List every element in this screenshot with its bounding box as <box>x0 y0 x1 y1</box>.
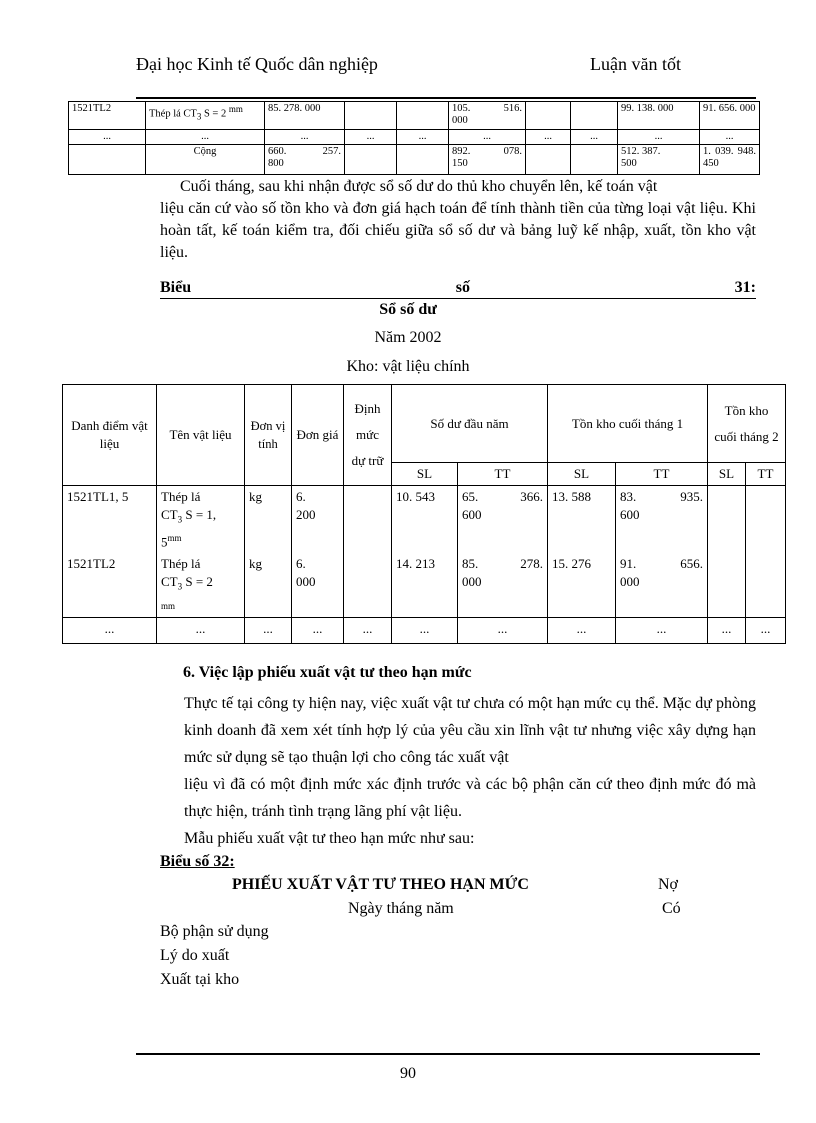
header-ton-kho-1: Tồn kho cuối tháng 1 <box>548 385 708 463</box>
header-rule <box>136 97 756 99</box>
header-so-du: Số dư đầu năm <box>392 385 548 463</box>
section-heading: 6. Việc lập phiếu xuất vật tư theo hạn mức <box>183 664 472 681</box>
paragraph: Cuối tháng, sau khi nhận được sổ số dư do thủ kho chuyển lên, kế toán vật <box>180 178 658 195</box>
cell-code: 1521TL2 <box>69 102 146 130</box>
header-don-gia: Đơn giá <box>292 385 344 486</box>
header-institution: Đại học Kinh tế Quốc dân nghiệp <box>136 54 378 74</box>
form-field-department: Bộ phận sử dụng <box>160 923 269 940</box>
table-row <box>69 102 760 130</box>
cell-material-name: Thép lá CT3 S = 2 mm <box>146 102 265 130</box>
figure-label-31: Biểu số 31: <box>160 278 756 299</box>
form-date: Ngày tháng năm <box>348 900 454 917</box>
cell-value: 91. 656. 000 <box>700 102 760 130</box>
table-row: ... ... ... ... ... ... ... ... ... ... <box>69 130 760 145</box>
header-danh-diem: Danh điểm vật liệu <box>63 385 157 486</box>
header-ten-vat-lieu: Tên vật liệu <box>157 385 245 486</box>
form-field-reason: Lý do xuất <box>160 947 230 964</box>
form-credit: Có <box>662 900 681 917</box>
cell-value: 1. 039. 948. 450 <box>700 145 760 175</box>
form-title: PHIẾU XUẤT VẬT TƯ THEO HẠN MỨC <box>232 876 529 893</box>
cell-value: 892. 078. 150 <box>449 145 526 175</box>
figure-label-32: Biểu số 32: <box>160 853 235 870</box>
table-header-row <box>63 385 786 463</box>
header-don-vi: Đơn vị tính <box>245 385 292 486</box>
form-field-warehouse: Xuất tại kho <box>160 971 240 988</box>
table-year: Năm 2002 <box>374 329 442 346</box>
cell-value: 85. 278. 000 <box>265 102 345 130</box>
table-subheader-row: SL TT SL TT SL TT <box>63 463 786 486</box>
table-row: ... ... ... ... ... ... ... ... ... ... ... <box>63 617 786 643</box>
cell-value: 105. 516. 000 <box>449 102 526 130</box>
ledger-table-continuation <box>68 101 760 175</box>
form-debit: Nợ <box>658 876 679 893</box>
balance-table <box>62 384 786 644</box>
footer-rule <box>136 1053 760 1055</box>
header-dinh-muc: Định mức dự trữ <box>344 385 392 486</box>
page-number: 90 <box>400 1065 416 1082</box>
section-body: Thực tế tại công ty hiện nay, việc xuất vật tư chưa có một hạn mức cụ thể. Mặc dự phòng kinh doanh đã xem xét tính hợp lý của yêu cầu xin lĩnh vật tư nhưng việc xây dựng hạn mức sử dụng sẽ tạo thuận lợi cho công tác xuất vật liệu vì đã có một định mức xác định trước và các bộ phận căn cứ theo định mức đó mà thực hiện, tránh tình trạng lãng phí vật liệu. Mẫu phiếu xuất vật tư theo hạn mức như sau: <box>184 695 756 847</box>
table-title: Sổ số dư <box>379 301 437 318</box>
cell-total-label: Cộng <box>146 145 265 175</box>
table-warehouse: Kho: vật liệu chính <box>346 358 470 375</box>
paragraph-continued: liệu căn cứ vào số tồn kho và đơn giá hạch toán để tính thành tiền của từng loại vật liệu. Khi hoàn tất, kế toán kiểm tra, đối chiếu giữa sổ số dư và bảng luỹ kế nhập, xuất, tồn kho vật liệu. <box>160 200 756 261</box>
cell-value: 99. 138. 000 <box>618 102 700 130</box>
cell-value: 660. 257. 800 <box>265 145 345 175</box>
table-row-total <box>69 145 760 175</box>
header-ton-kho-2: Tồn kho cuối tháng 2 <box>708 385 786 463</box>
table-row: 1521TL2 Thép lá $CT_3$ S = 2 mm kg 6. 000 14. 213 85. 278. 000 15. 276 91. 656. 000 <box>63 553 786 617</box>
table-row: 1521TL1, 5 Thép lá $CT_3$ S = 1, $5^{mm}$ kg 6. 200 10. 543 65. 366. 600 13. 588 83. 935. 600 <box>63 486 786 553</box>
cell-value: 512. 387. 500 <box>618 145 700 175</box>
header-title: Luận văn tốt <box>590 54 681 74</box>
